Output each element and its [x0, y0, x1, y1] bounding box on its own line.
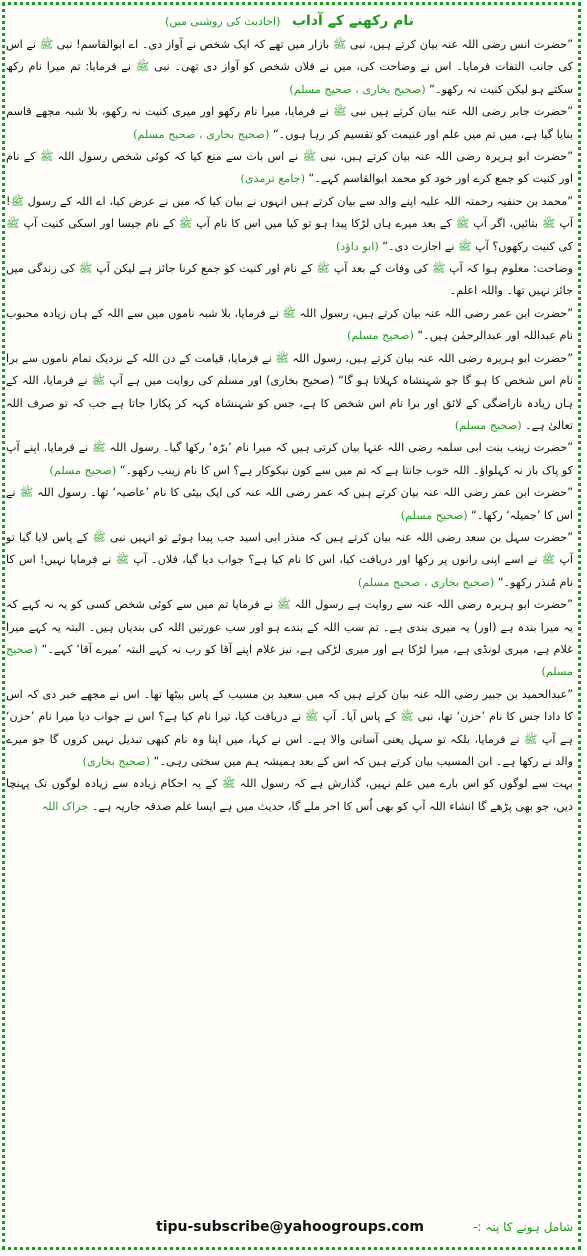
hadith-paragraph	[6, 146, 573, 191]
hadith-paragraph	[6, 101, 573, 146]
hadith-text: ”حضرت ابو ہریرہ رضی اللہ عنہ سے روایت ہے رسول اللہ ﷺ نے فرمایا تم میں سے کوئی شخص کسی کو یہ نہ کہے کہ یہ میرا بندہ ہے (اور) یہ میری بندی ہے۔ تم سب اللہ کے بندے ہو اور سب عورتیں اللہ کی بندیاں ہیں۔ البتہ یہ کہے میرا غلام ہے، میری لونڈی ہے، میرا لڑکا ہے اور میری لڑکی ہے، نیز غلام اپنے آقا کو رب نہ کہے البتہ ’میرے آقا‘ کہے۔“	[6, 598, 573, 656]
hadith-reference: (صحیح مسلم)	[400, 508, 468, 522]
salutation-mark: ﷺ	[115, 553, 130, 567]
footer	[6, 1214, 573, 1240]
hadith-text: ”حضرت جابر رضی اللہ عنہ بیان کرتے ہیں نبی ﷺ نے فرمایا، میرا نام رکھو اور میری کنیت نہ رکھو، بلا شبہ مجھے قاسم بنایا گیا ہے، میں تم میں علم اور غنیمت کو تقسیم کر رہا ہوں۔“	[6, 105, 573, 141]
salutation-mark: ﷺ	[92, 441, 106, 455]
salutation-mark: ﷺ	[10, 194, 25, 208]
subscribe-email-link[interactable]: tipu-subscribe@yahoogroups.com	[156, 1219, 424, 1235]
hadith-paragraph	[6, 34, 573, 101]
hadith-paragraph	[6, 594, 573, 684]
article	[6, 8, 573, 1244]
salutation-mark: ﷺ	[332, 38, 347, 51]
salutation-mark: ﷺ	[458, 239, 472, 253]
hadith-paragraph	[6, 258, 573, 303]
hadith-reference: (صحیح مسلم)	[49, 463, 117, 477]
salutation-mark: ﷺ	[541, 553, 556, 567]
hadith-reference: (صحیح مسلم)	[454, 418, 522, 432]
salutation-mark: ﷺ	[333, 105, 347, 119]
hadith-paragraph	[6, 437, 573, 482]
hadith-list	[6, 34, 573, 818]
hadith-text: ”حضرت ابو ہریرہ رضی اللہ عنہ بیان کرتے ہیں، نبی ﷺ نے اس بات سے منع کیا کہ کوئی شخص رسول اللہ ﷺ کے نام اور کنیت کو جمع کرے اور خود کو محمد ابوالقاسم کہے۔“	[6, 150, 573, 186]
salutation-mark: ﷺ	[221, 777, 236, 791]
footer-label: شامل ہونے کا پتہ :-	[473, 1220, 573, 1234]
hadith-reference: (صحیح مسلم)	[6, 642, 573, 679]
salutation-mark: ﷺ	[523, 732, 538, 746]
salutation-mark: ﷺ	[91, 374, 106, 388]
hadith-text: ”حضرت انس رضی اللہ عنہ بیان کرتے ہیں، نبی ﷺ بازار میں تھے کہ ایک شخص نے آواز دی۔ اے ابوالقاسم! نبی ﷺ نے اس کی جانب التفات فرمایا۔ اس نے وضاحت کی، میں نے فلاں شخص کو آواز دی تھی۔ نبی ﷺ نے فرمایا: تم میرا نام رکھ سکتے ہو لیکن کنیت نہ رکھو۔“	[6, 38, 574, 96]
hadith-paragraph	[6, 773, 573, 818]
page-subtitle: (احادیث کی روشنی میں)	[165, 15, 281, 28]
header	[6, 8, 573, 34]
salutation-mark: ﷺ	[6, 217, 20, 231]
salutation-mark: ﷺ	[431, 262, 446, 276]
hadith-reference: جزاک اللہ	[41, 799, 89, 813]
salutation-mark: ﷺ	[277, 598, 291, 612]
hadith-paragraph	[6, 348, 573, 438]
hadith-reference: (صحیح بخاری)	[82, 755, 151, 768]
salutation-mark: ﷺ	[78, 262, 93, 276]
hadith-text: ”عبدالحمید بن جبیر رضی اللہ عنہ بیان کرتے ہیں کہ میں سعید بن مسیب کے پاس بیٹھا تھا۔ اس نے مجھے خبر دی کہ اس کا دادا جس کا نام ’حزن‘ تھا، نبی ﷺ کے پاس آیا۔ آپ ﷺ نے دریافت کیا، تیرا نام کیا ہے؟ اس نے جواب دیا میرا نام ’حزن‘ ہے آپ ﷺ نے فرمایا، بلکہ تو سہل یعنی آسانی والا ہے۔ اس نے کہا، میں اپنا وہ نام کبھی تبدیل نہیں کروں گا جو میرے والد نے رکھا ہے۔ ابن المسیب بیان کرتے ہیں کہ اس کے بعد ہمیشہ ہم میں سختی رہی۔“	[6, 687, 574, 768]
hadith-paragraph	[6, 303, 573, 348]
hadith-text: ”محمد بن حنفیہ رحمتہ اللہ علیہ اپنے والد سے بیان کرتے ہیں انہوں نے بیان کیا کہ میں نے عرض کیا، اے اللہ کے رسول ﷺ! آپ ﷺ بتائیں، اگر آپ ﷺ کے بعد میرے ہاں لڑکا پیدا ہو تو کیا میں اس کا نام آپ ﷺ کے نام جیسا اور اسکی کنیت آپ ﷺ کی کنیت رکھوں؟ آپ ﷺ نے اجازت دی۔“	[6, 194, 574, 253]
hadith-text: ”حضرت سہل بن سعد رضی اللہ عنہ بیان کرتے ہیں کہ منذر ابی اسید جب پیدا ہوئے تو انہیں نبی ﷺ کے پاس لایا گیا تو آپ ﷺ نے اسے اپنی رانوں پر رکھا اور دریافت کیا، اس کا نام کیا ہے؟ جواب دیا گیا، فلاں۔ آپ ﷺ نے فرمایا نہیں! اس کا نام مُنذر رکھو۔“	[6, 530, 574, 589]
hadith-reference: (صحیح بخاری ، صحیح مسلم)	[289, 82, 426, 96]
hadith-text: ”حضرت ابن عمر رضی اللہ عنہ بیان کرتے ہیں کہ عمر رضی اللہ عنہ کی ایک بیٹی کا نام ’عاصیہ‘ تھا۔ رسول اللہ ﷺ نے اس کا ’جمیلہ‘ رکھا۔“	[6, 486, 573, 522]
hadith-paragraph	[6, 191, 573, 258]
hadith-reference: (ابو داؤد)	[335, 239, 379, 253]
hadith-text: ”حضرت ابن عمر رضی اللہ عنہ بیان کرتے ہیں، رسول اللہ ﷺ نے فرمایا، بلا شبہ ناموں میں سے اللہ کے ہاں زیادہ محبوب نام عبداللہ اور عبدالرحمٰن ہیں۔“	[6, 306, 573, 343]
salutation-mark: ﷺ	[19, 486, 34, 500]
hadith-paragraph	[6, 684, 573, 774]
salutation-mark: ﷺ	[455, 217, 470, 231]
salutation-mark: ﷺ	[400, 710, 414, 724]
hadith-text: بہت سے لوگوں کو اس بارے میں علم نہیں، گذارش ہے کہ رسول اللہ ﷺ کے یہ احکام زیادہ سے زیادہ لوگوں تک پہنچا دیں، جو بھی پڑھے گا انشاء اللہ آپ کو بھی اُس کا اجر ملے گا، حدیث میں ہے ایسا علم صدقہ جاریہ ہے۔	[6, 777, 573, 813]
salutation-mark: ﷺ	[316, 262, 330, 276]
hadith-reference: (جامع ترمذی)	[240, 172, 305, 186]
salutation-mark: ﷺ	[275, 351, 289, 365]
salutation-mark: ﷺ	[282, 306, 296, 320]
salutation-mark: ﷺ	[135, 60, 150, 74]
hadith-text: ”حضرت ابو ہریرہ رضی اللہ عنہ بیان کرتے ہیں، رسول اللہ ﷺ نے فرمایا، قیامت کے دن اللہ کے نزدیک تمام ناموں سے برا نام اس شخص کا ہو گا جو شہنشاہ کہلاتا ہو گا“ (صحیح بخاری) اور مسلم کی روایت میں ہے آپ ﷺ نے فرمایا، اللہ کے ہاں زیادہ ناراضگی کے لائق اور برا نام اس شخص کا ہے، جس کو شہنشاہ کہہ کر پکارا جاتا ہے جب کہ تو صرف اللہ تعالیٰ ہے۔	[6, 351, 573, 432]
salutation-mark: ﷺ	[39, 38, 54, 51]
hadith-paragraph	[6, 482, 573, 527]
salutation-mark: ﷺ	[39, 150, 54, 164]
salutation-mark: ﷺ	[178, 217, 193, 231]
hadith-reference: (صحیح بخاری ، صحیح مسلم)	[357, 575, 495, 589]
hadith-text: ”حضرت زینب بنت ابی سلمہ رضی اللہ عنہا بیان کرتی ہیں کہ میرا نام ’برّہ‘ رکھا گیا۔ رسول اللہ ﷺ نے فرمایا، اپنے آپ کو پاک باز نہ کہلواؤ۔ اللہ خوب جانتا ہے کہ تم میں سے کون نیکوکار ہے؟ اس کا نام زینب رکھو۔“	[6, 441, 573, 477]
hadith-reference: (صحیح بخاری ، صحیح مسلم)	[133, 127, 270, 141]
salutation-mark: ﷺ	[541, 217, 556, 231]
hadith-reference: (صحیح مسلم)	[347, 329, 414, 343]
salutation-mark: ﷺ	[302, 150, 316, 164]
hadith-paragraph	[6, 527, 573, 594]
page-title: نام رکھنے کے آداب	[291, 13, 414, 29]
salutation-mark: ﷺ	[92, 530, 106, 544]
salutation-mark: ﷺ	[305, 710, 319, 724]
hadith-text: وضاحت: معلوم ہوا کہ آپ ﷺ کی وفات کے بعد آپ ﷺ کے نام اور کنیت کو جمع کرنا جائز ہے لیکن آپ ﷺ کی زندگی میں جائز نہیں تھا۔ واللہ اعلم۔	[6, 262, 573, 298]
